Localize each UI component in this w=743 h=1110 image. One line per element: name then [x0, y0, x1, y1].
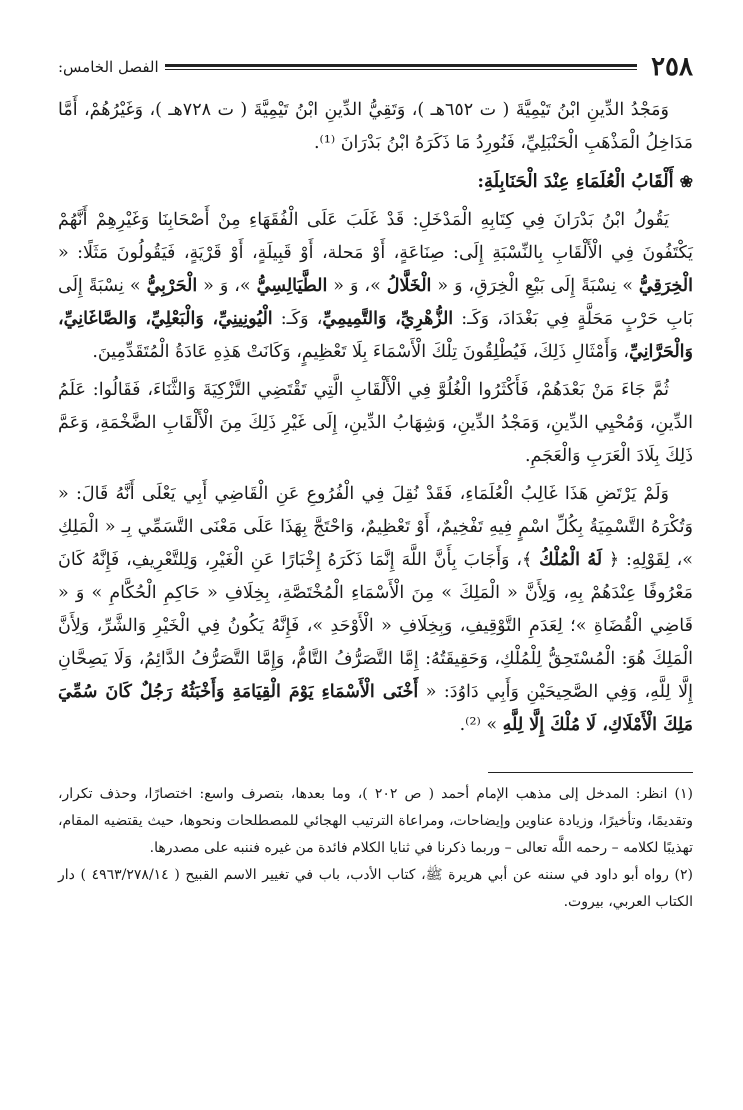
paragraph-intro: وَمَجْدُ الدِّينِ ابْنُ تَيْمِيَّةَ ( ت ٦٥٢هـ )، وَتَقِيُّ الدِّينِ ابْنُ تَيْمِيَّةَ ( ت ٧٢٨هـ )، وَغَيْرُهُمْ، أَمَّا مَدَاخِلُ الْمَذْهَبِ الْحَنْبَلِيِّ، فَنُورِدُ مَا ذَكَرَهُ ابْنُ بَدْرَانَ ⁽¹⁾. — [58, 100, 693, 153]
footnote-2: (٢) رواه أبو داود في سننه عن أبي هريرة ﷺ، كتاب الأدب، باب في تغيير الاسم القبيح ( ٤٩٦٣/٢٧٨/١٤ ) دار الكتاب العربي، بيروت. — [58, 867, 694, 910]
footnotes — [58, 781, 693, 916]
text-run: وَلَمْ يَرْتَضِ هَذَا غَالِبُ الْعُلَمَاءِ، فَقَدْ نُقِلَ فِي الْفُرُوعِ عَنِ الْقَاضِي أَبِي يَعْلَى أَنَّهُ قَالَ: « وَتُكْرَهُ التَّسْمِيَةُ بِكُلِّ اسْمٍ فِيهِ تَفْخِيمٌ، أَوْ تَعْظِيمٌ، وَاحْتَجَّ بِهَذَا عَلَى مَعْنَى التَّسَمِّي بِـ « الْمَلِكِ »، لِقَوْلِهِ: ﴿ — [58, 484, 693, 570]
page-number: ٢٥٨ — [651, 52, 693, 82]
text-run: »، وَ « — [327, 276, 387, 296]
bold-term: الْيُونِينِيِّ، وَالْبَعْلِيِّ، وَالصَّاغَانِيِّ، وَالْحَرَّانِيِّ — [58, 309, 693, 362]
paragraph-ibn-badran — [58, 204, 693, 369]
footnote-separator — [488, 772, 693, 773]
quran-quote: لَهُ الْمُلْكُ — [539, 550, 603, 570]
footnote-1: (١) انظر: المدخل إلى مذهب الإمام أحمد ( ص ٢٠٢ )، وما بعدها، بتصرف واسع: اختصارًا، وحذف تكرار، وتقديمًا، وتأخيرًا، وزيادة عناوين وإيضاحات، ومراعاة الترتيب الهجائي للمصطلحات ونحوها، حيث يقتضيه المقام، تهذيبًا لكلامه – رحمه اللَّه تعالى – وربما ذكرنا في ثنايا الكلام فائدة من غيره فننبه على مصدرها. — [58, 786, 694, 856]
bold-term: الطَّيَالِسِيُّ — [256, 276, 328, 296]
book-page — [58, 52, 693, 916]
flower-ornament-icon: ❀ — [679, 172, 693, 191]
section-heading — [58, 165, 693, 198]
text-run: » نِسْبَةً إِلَى بَيْعِ الْخِرَقِ، وَ « — [431, 276, 639, 296]
header-rule — [165, 64, 637, 70]
text-run: يَقُولُ ابْنُ بَدْرَانَ فِي كِتَابِهِ الْمَدْخَلِ: قَدْ غَلَبَ عَلَى الْفُقَهَاءِ مِنْ أَصْحَابِنَا وَغَيْرِهِمْ أَنَّهُمْ يَكْتَفُونَ فِي الْأَلْقَابِ بِالنِّسْبَةِ إِلَى: صِنَاعَةٍ، أَوْ مَحلة، أَوْ قَبِيلَةٍ، أَوْ قَرْيَةٍ، فَيَقُولُونَ مَثَلًا: « — [58, 210, 693, 263]
bold-term: الْحَرْبِيُّ — [146, 276, 198, 296]
text-run: » ⁽²⁾. — [459, 715, 503, 735]
chapter-title: الفصل الخامس: — [58, 58, 159, 76]
text-run: ، وَكَـ: — [272, 309, 323, 329]
section-heading-text: أَلْقَابُ الْعُلَمَاءِ عِنْدَ الْحَنَابِلَةِ: — [477, 171, 674, 192]
paragraph-qadi-abu-yala — [58, 478, 693, 742]
paragraph-later-titles: ثُمَّ جَاءَ مَنْ بَعْدَهُمْ، فَأَكْثَرُوا الْغُلُوَّ فِي الْأَلْقَابِ الَّتِي تَقْتَضِي التَّزْكِيَةَ وَالثَّنَاءَ، فَقَالُوا: عَلَمُ الدِّينِ، وَمُحْيِي الدِّينِ، وَمَجْدُ الدِّينِ، وَشِهَابُ الدِّينِ، إِلَى غَيْرِ ذَلِكَ مِنَ الْأَلْقَابِ الضَّخْمَةِ، وَعَمَّ ذَلِكَ بِلَادَ الْعَرَبِ وَالْعَجَمِ. — [58, 380, 693, 466]
text-run: ﴾، وَأَجَابَ بِأَنَّ اللَّهَ إِنَّمَا ذَكَرَهُ إِخْبَارًا عَنِ الْغَيْرِ، وَلِلتَّعْرِيفِ، فَإِنَّهُ كَانَ مَعْرُوفًا عِنْدَهُمْ بِهِ، وَلِأَنَّ « الْمَلِكَ » مِنَ الْأَسْمَاءِ الْمُخْتَصَّةِ، بِخِلَافِ « حَاكِمِ الْحُكَّامِ » وَ « قَاضِي الْقُضَاةِ »؛ لِعَدَمِ التَّوْقِيفِ، وَبِخِلَافِ « الْأَوْحَدِ »، فَإِنَّهُ يَكُونُ فِي الْخَيْرِ وَالشَّرِّ، وَلِأَنَّ الْمَلِكَ هُوَ: الْمُسْتَحِقُّ لِلْمُلْكِ، وَحَقِيقَتُهُ: إِمَّا التَّصَرُّفُ التَّامُّ، وَإِمَّا التَّصَرُّفُ الدَّائِمُ، وَلَا يَصِحَّانِ إِلَّا لِلَّهِ، وَفِي الصَّحِيحَيْنِ وَأَبِي دَاوُدَ: « — [58, 550, 693, 702]
bold-term: الزُّهْرِيِّ، وَالتَّمِيمِيِّ — [322, 309, 454, 329]
bold-term: الْخَلَّالُ — [386, 276, 432, 296]
running-head — [58, 52, 693, 82]
bold-term: الْخِرَقِيُّ — [638, 276, 693, 296]
hadith-quote: أَخْنَى الْأَسْمَاءِ يَوْمَ الْقِيَامَةِ وَأَخْبَثُهُ رَجُلٌ كَانَ سُمِّيَ مَلِكَ الْأَمْلَاكِ، لَا مُلْكَ إِلَّا لِلَّهِ — [58, 682, 693, 735]
text-run: ، وَأَمْثَالِ ذَلِكَ، فَيُطْلِقُونَ تِلْكَ الْأَسْمَاءَ بِلَا تَعْظِيمٍ، وَكَانَتْ هَذِهِ عَادَةُ الْمُتَقَدِّمِينَ. — [92, 342, 630, 362]
text-run: »، وَ « — [197, 276, 257, 296]
text-run: » نِسْبَةً إِلَى بَابِ حَرْبٍ مَحَلَّةٍ فِي بَغْدَادَ، وَكَـ: — [58, 276, 693, 329]
body-text — [58, 94, 693, 742]
